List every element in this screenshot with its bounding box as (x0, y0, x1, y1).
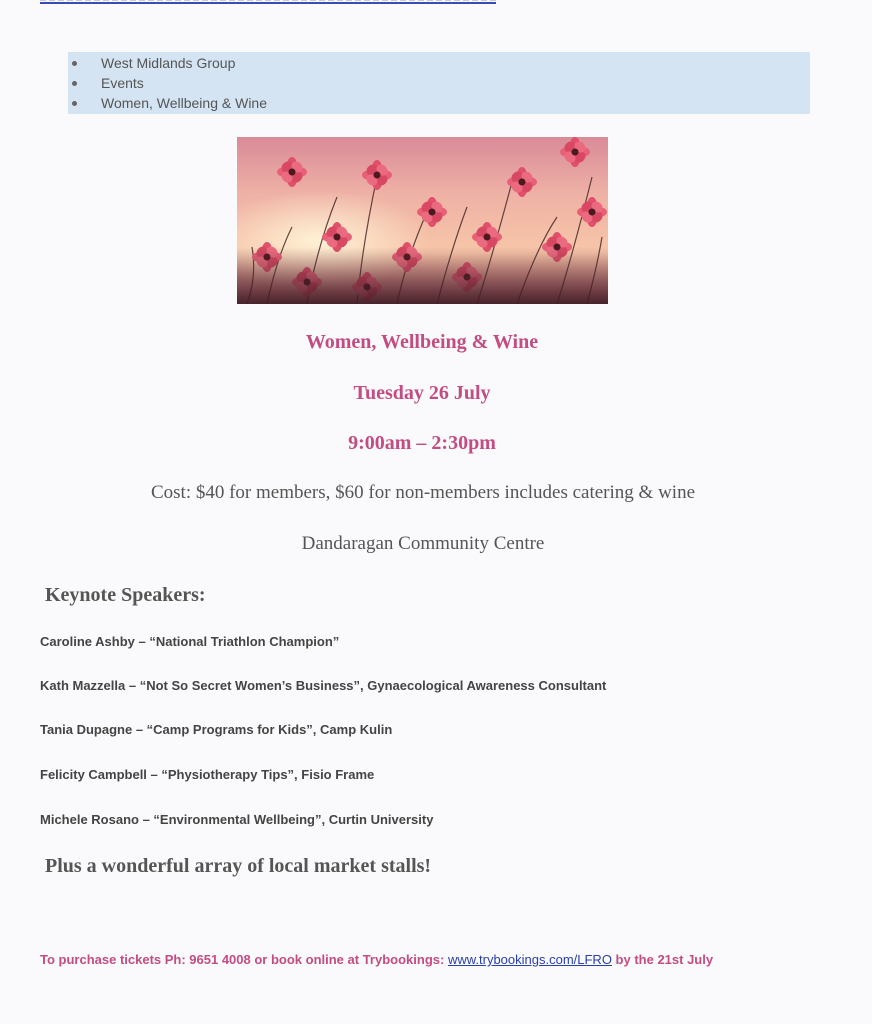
speaker-item: Felicity Campbell – “Physiotherapy Tips”, Fisio Frame (40, 767, 375, 782)
event-time: 9:00am – 2:30pm (348, 432, 496, 454)
bullet-icon (72, 61, 77, 66)
top-link-fragment[interactable] (40, 0, 496, 5)
market-stalls-note: Plus a wonderful array of local market stalls! (45, 855, 432, 877)
speaker-item: Caroline Ashby – “National Triathlon Champion” (40, 634, 340, 649)
trybookings-link[interactable]: www.trybookings.com/LFRO (447, 952, 612, 967)
breadcrumb-item-west-midlands-group[interactable] (68, 53, 810, 73)
breadcrumb-item-events[interactable] (68, 73, 810, 93)
speaker-item: Tania Dupagne – “Camp Programs for Kids”, Camp Kulin (40, 722, 393, 737)
event-venue: Dandaragan Community Centre (301, 533, 545, 554)
speaker-item: Kath Mazzella – “Not So Secret Women’s Business”, Gynaecological Awareness Consultant (40, 678, 607, 693)
bullet-icon (72, 81, 77, 86)
event-cost: Cost: $40 for members, $60 for non-members includes catering & wine (150, 482, 695, 503)
purchase-info (40, 949, 820, 970)
breadcrumb-item-current[interactable] (68, 93, 810, 113)
bullet-icon (72, 101, 77, 106)
breadcrumb-label: Events (101, 75, 144, 91)
link-underline (40, 2, 496, 4)
event-date: Tuesday 26 July (353, 382, 491, 404)
speaker-item: Michele Rosano – “Environmental Wellbeing”, Curtin University (40, 812, 434, 827)
breadcrumb (68, 52, 810, 114)
cropped-link-text (40, 0, 496, 1)
flower-illustration (237, 137, 608, 304)
event-title: Women, Wellbeing & Wine (305, 331, 539, 353)
breadcrumb-label: Women, Wellbeing & Wine (101, 95, 267, 111)
breadcrumb-label: West Midlands Group (101, 55, 236, 71)
purchase-prefix: To purchase tickets Ph: 9651 4008 or book online at Trybookings: (40, 952, 448, 967)
breadcrumb-list (68, 52, 810, 113)
hero-flower-image (237, 137, 608, 304)
speakers-heading: Keynote Speakers: (45, 584, 206, 606)
purchase-suffix: by the 21st July (611, 952, 714, 967)
